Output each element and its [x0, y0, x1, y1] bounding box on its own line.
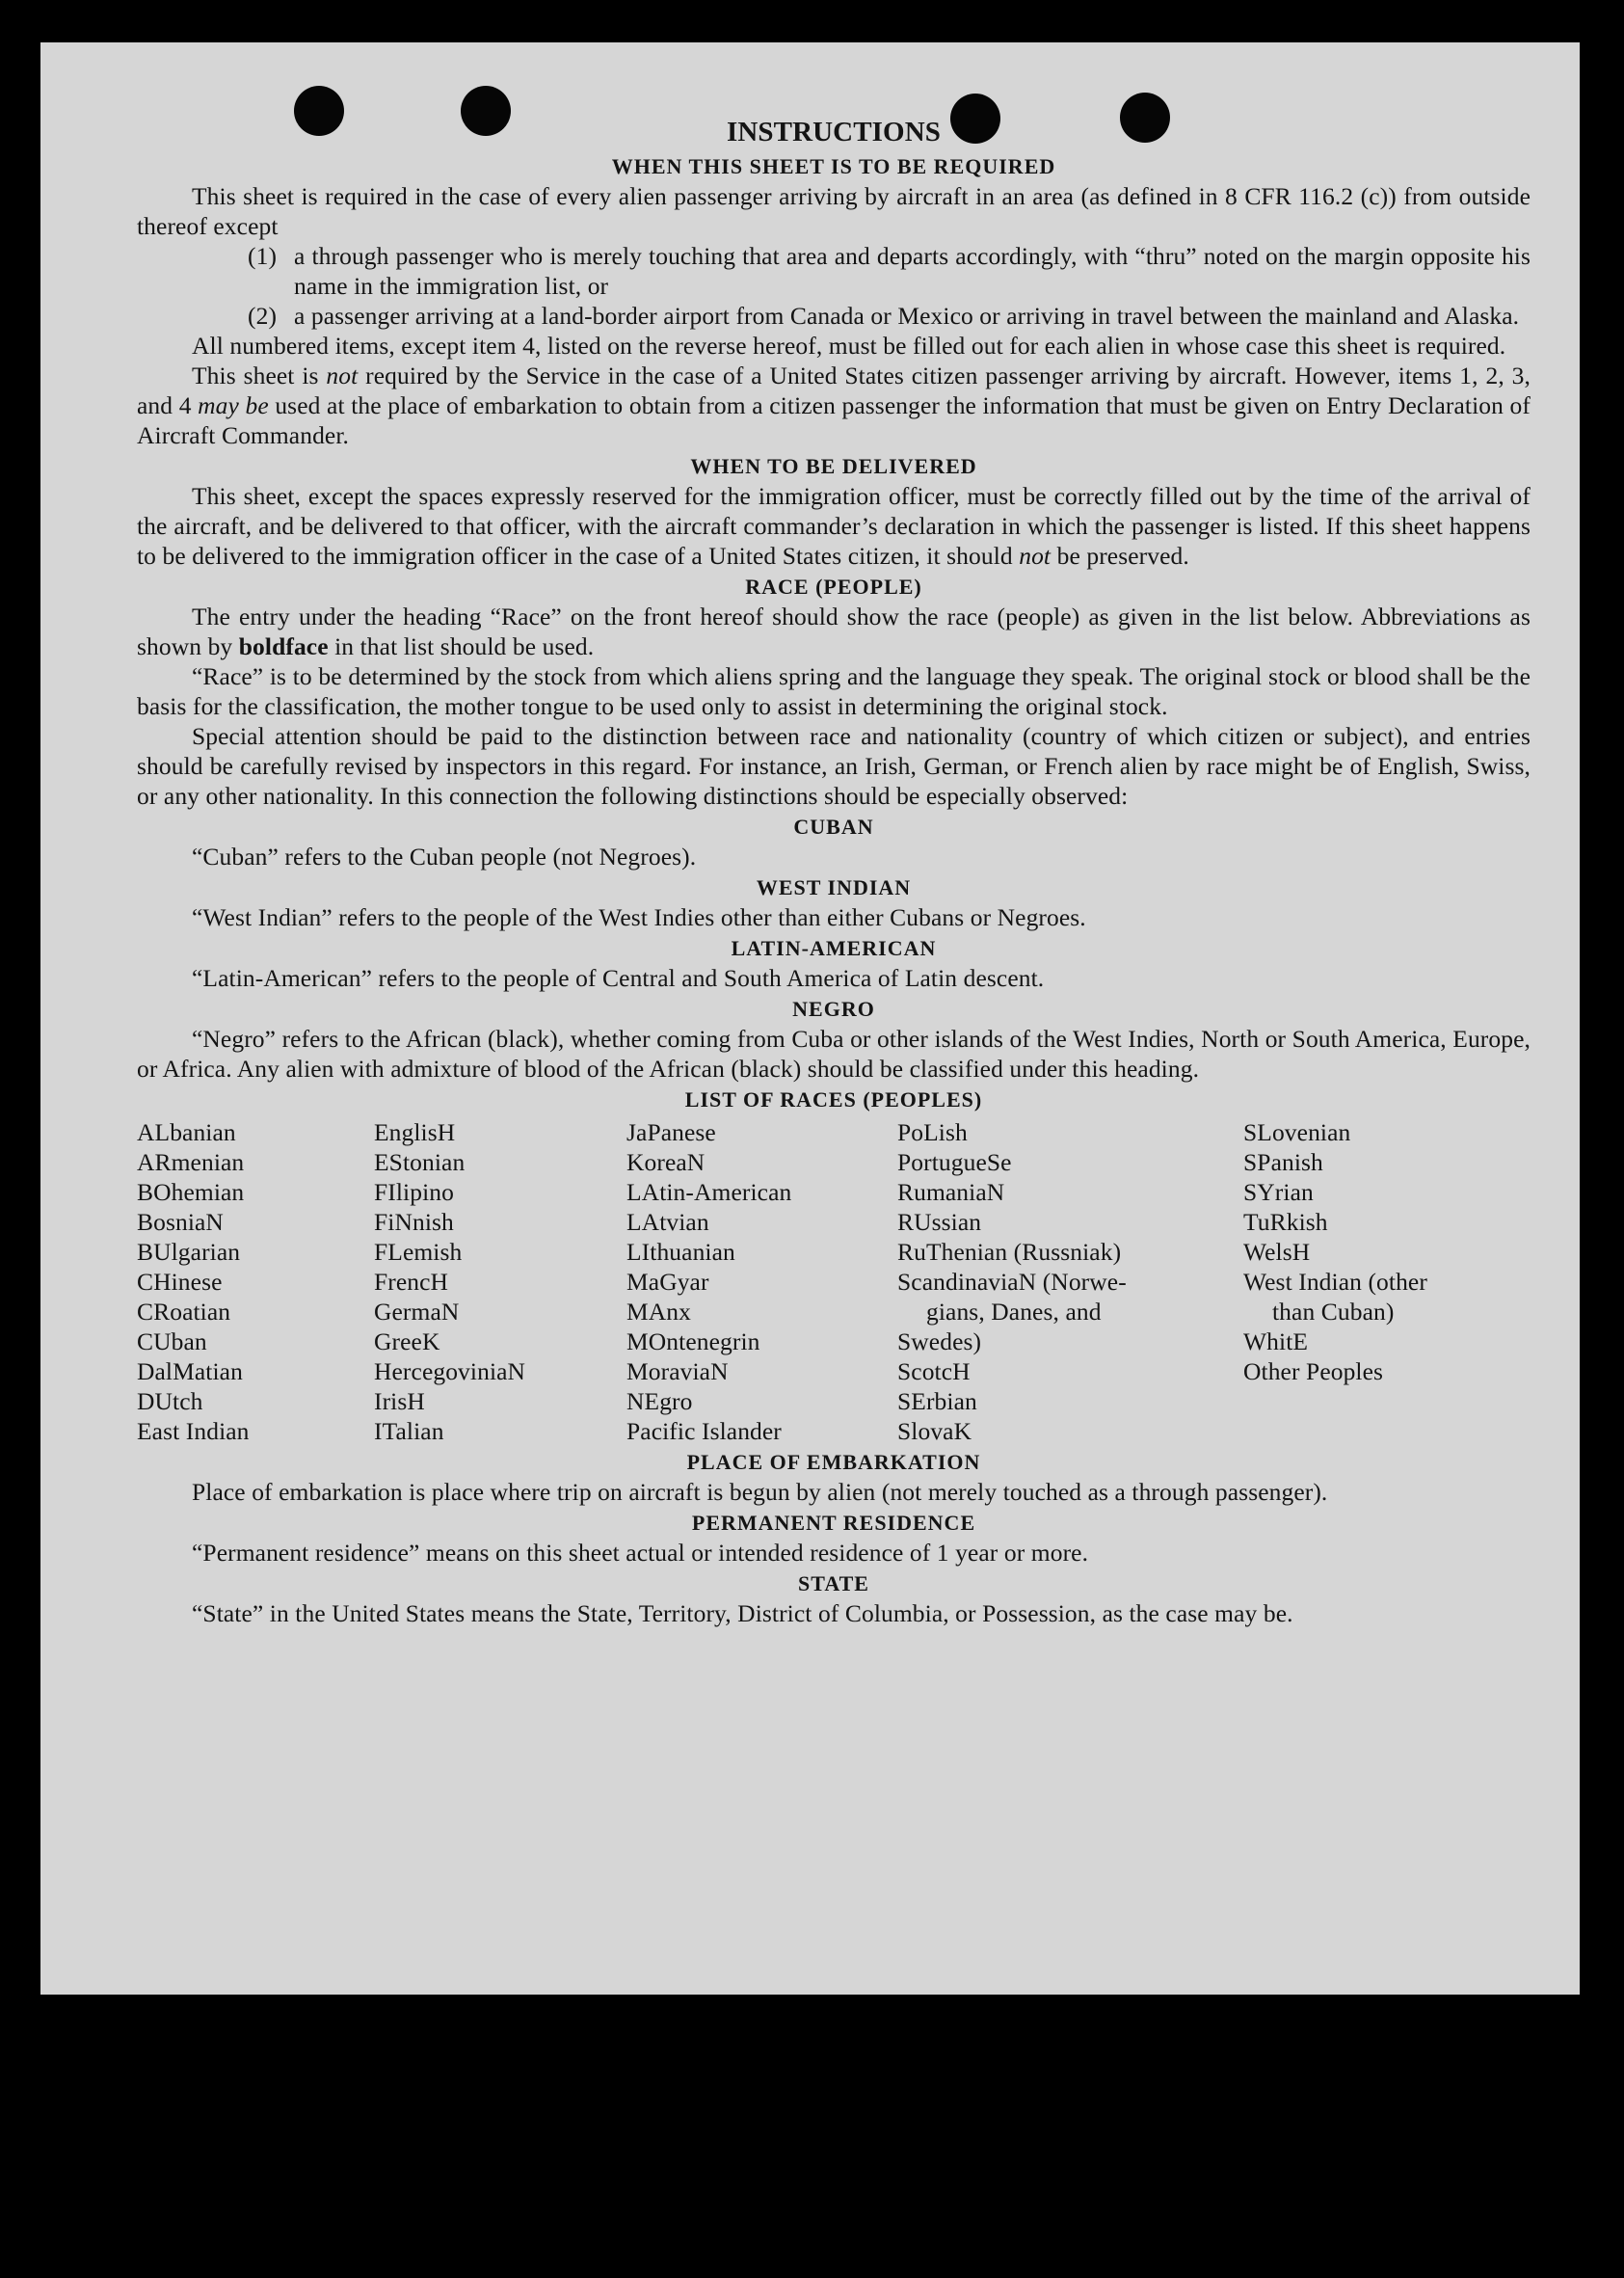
document-sheet — [40, 42, 1580, 1995]
race-entry: JaPanese — [626, 1118, 716, 1146]
race-entry: DalMatian — [137, 1357, 243, 1385]
race-entry: Swedes) — [897, 1327, 982, 1355]
race-entry: FLemish — [374, 1238, 463, 1266]
race-column — [626, 1117, 897, 1446]
paragraph: “Race” is to be determined by the stock from which aliens spring and the language they speak. The original stock or blood shall be the basis for the classification, the mother tongue to be used only to assist in determining the original stock. — [137, 662, 1531, 720]
race-entry: HercegoviniaN — [374, 1357, 526, 1385]
list-item — [248, 241, 1531, 301]
section-heading: WHEN TO BE DELIVERED — [690, 454, 977, 478]
race-entry: LAtin-American — [626, 1178, 792, 1206]
paragraph: All numbered items, except item 4, listed on the reverse hereof, must be filled out for each alien in whose case this sheet is required. — [192, 332, 1506, 360]
text-run: The entry under the heading “Race” on the front hereof should show the race (people) as given in the list below. Abbreviations as shown by — [137, 603, 1531, 660]
race-entry: WelsH — [1243, 1238, 1311, 1266]
section-heading: CUBAN — [793, 815, 874, 839]
race-entry: Other Peoples — [1243, 1357, 1384, 1385]
race-entry: LIthuanian — [626, 1238, 735, 1266]
section-heading: PERMANENT RESIDENCE — [691, 1511, 976, 1535]
paragraph: “Negro” refers to the African (black), whether coming from Cuba or other islands of the West Indies, North or South America, Europe, or Africa. Any alien with admixture of blood of the African (black) should be classified under this heading. — [137, 1025, 1531, 1083]
paragraph: Place of embarkation is place where trip on aircraft is begun by alien (not merely touched as a through passenger). — [192, 1478, 1328, 1506]
section-heading: RACE (PEOPLE) — [745, 575, 922, 599]
race-entry: MaGyar — [626, 1268, 709, 1296]
paragraph — [137, 602, 1531, 661]
section-heading: WEST INDIAN — [756, 875, 912, 899]
race-entry: DUtch — [137, 1387, 203, 1415]
race-entry: CRoatian — [137, 1298, 231, 1326]
italic-text: not — [326, 362, 359, 389]
paragraph: “Cuban” refers to the Cuban people (not Negroes). — [192, 843, 697, 871]
race-entry: BUlgarian — [137, 1238, 241, 1266]
race-entry: ALbanian — [137, 1118, 236, 1146]
paragraph: “Permanent residence” means on this sheet actual or intended residence of 1 year or more. — [192, 1539, 1089, 1567]
text-run: used at the place of embarkation to obtain from a citizen passenger the information that must be given on Entry Declaration of Aircraft Commander. — [137, 391, 1531, 449]
race-entry: RumaniaN — [897, 1178, 1005, 1206]
paragraph: “West Indian” refers to the people of the West Indies other than either Cubans or Negroes. — [192, 903, 1086, 931]
race-entry: SYrian — [1243, 1178, 1314, 1206]
race-entry: EStonian — [374, 1148, 466, 1176]
paragraph: Special attention should be paid to the distinction between race and nationality (country of which citizen or subject), and entries should be carefully revised by inspectors in this regard. For instance, an Irish, German, or French alien by race might be of English, Swiss, or any other nationality. In this connection the following distinctions should be especially observed: — [137, 722, 1531, 810]
paragraph: This sheet is required in the case of every alien passenger arriving by aircraft in an area (as defined in 8 CFR 116.2 (c)) from outside thereof except — [137, 182, 1531, 240]
race-entry: NEgro — [626, 1387, 693, 1415]
race-entry: RuThenian (Russniak) — [897, 1238, 1122, 1266]
race-entry: Pacific Islander — [626, 1417, 782, 1445]
item-number: (1) — [248, 242, 278, 270]
page-title: INSTRUCTIONS — [727, 117, 941, 147]
race-entry: SlovaK — [897, 1417, 972, 1445]
italic-text: may be — [198, 391, 269, 419]
race-entry: BosniaN — [137, 1208, 224, 1236]
race-entry: ScotcH — [897, 1357, 971, 1385]
race-entry: SLovenian — [1243, 1118, 1351, 1146]
bold-text: boldface — [238, 632, 329, 660]
race-entry: MOntenegrin — [626, 1327, 760, 1355]
race-entry: CUban — [137, 1327, 207, 1355]
race-entry: than Cuban) — [1272, 1298, 1395, 1326]
race-entry: ITalian — [374, 1417, 444, 1445]
race-entry: WhitE — [1243, 1327, 1309, 1355]
paragraph: “Latin-American” refers to the people of Central and South America of Latin descent. — [192, 964, 1045, 992]
paragraph — [137, 481, 1531, 571]
race-entry: West Indian (other — [1243, 1268, 1427, 1296]
race-column — [1243, 1117, 1484, 1446]
race-entry: PoLish — [897, 1118, 968, 1146]
race-entry: SPanish — [1243, 1148, 1323, 1176]
race-column — [897, 1117, 1243, 1446]
section-heading: STATE — [798, 1571, 869, 1595]
race-entry: TuRkish — [1243, 1208, 1328, 1236]
text-run: required by the Service in the case of a United States citizen passenger arriving by aircraft. However, items 1, 2, 3, and 4 — [137, 362, 1531, 419]
item-text: a through passenger who is merely touching that area and departs accordingly, with “thru” noted on the margin opposite his name in the immigration list, or — [294, 242, 1531, 300]
item-text: a passenger arriving at a land-border airport from Canada or Mexico or arriving in travel between the mainland and Alaska. — [294, 302, 1520, 330]
race-entry: SErbian — [897, 1387, 977, 1415]
section-heading: WHEN THIS SHEET IS TO BE REQUIRED — [611, 154, 1056, 178]
race-entry: LAtvian — [626, 1208, 709, 1236]
italic-text: not — [1019, 542, 1052, 570]
section-heading: NEGRO — [792, 997, 875, 1021]
section-heading: PLACE OF EMBARKATION — [686, 1450, 981, 1474]
item-number: (2) — [248, 302, 278, 330]
race-entry: East Indian — [137, 1417, 250, 1445]
text-run: in that list should be used. — [328, 632, 595, 660]
race-entry: FrencH — [374, 1268, 449, 1296]
race-entry: FiNnish — [374, 1208, 454, 1236]
list-item — [248, 301, 1531, 331]
race-entry: PortugueSe — [897, 1148, 1012, 1176]
instructions-text — [137, 114, 1531, 1628]
text-run: This sheet is — [192, 362, 327, 389]
text-run: be preserved. — [1051, 542, 1189, 570]
race-entry: MAnx — [626, 1298, 691, 1326]
paragraph: “State” in the United States means the State, Territory, District of Columbia, or Possession, as the case may be. — [192, 1599, 1293, 1627]
race-entry: GermaN — [374, 1298, 460, 1326]
race-entry: IrisH — [374, 1387, 425, 1415]
race-entry: ScandinaviaN (Norwe- — [897, 1268, 1127, 1296]
text-run: This sheet, except the spaces expressly reserved for the immigration officer, must be correctly filled out by the time of the arrival of the aircraft, and be delivered to that officer, with the aircraft commander’s declaration in which the passenger is listed. If this sheet happens to be delivered to the immigration officer in the case of a United States citizen, it should — [137, 482, 1531, 570]
race-entry: RUssian — [897, 1208, 982, 1236]
paragraph — [137, 361, 1531, 450]
race-entry: gians, Danes, and — [926, 1298, 1102, 1326]
section-heading: LATIN-AMERICAN — [731, 936, 937, 960]
race-entry: MoraviaN — [626, 1357, 729, 1385]
race-entry: GreeK — [374, 1327, 440, 1355]
race-column — [374, 1117, 626, 1446]
race-entry: FIlipino — [374, 1178, 454, 1206]
race-entry: CHinese — [137, 1268, 223, 1296]
race-entry: BOhemian — [137, 1178, 245, 1206]
race-column — [137, 1117, 374, 1446]
race-entry: KoreaN — [626, 1148, 706, 1176]
section-heading: LIST OF RACES (PEOPLES) — [684, 1087, 983, 1112]
race-entry: EnglisH — [374, 1118, 456, 1146]
race-list — [137, 1117, 1531, 1446]
race-entry: ARmenian — [137, 1148, 245, 1176]
